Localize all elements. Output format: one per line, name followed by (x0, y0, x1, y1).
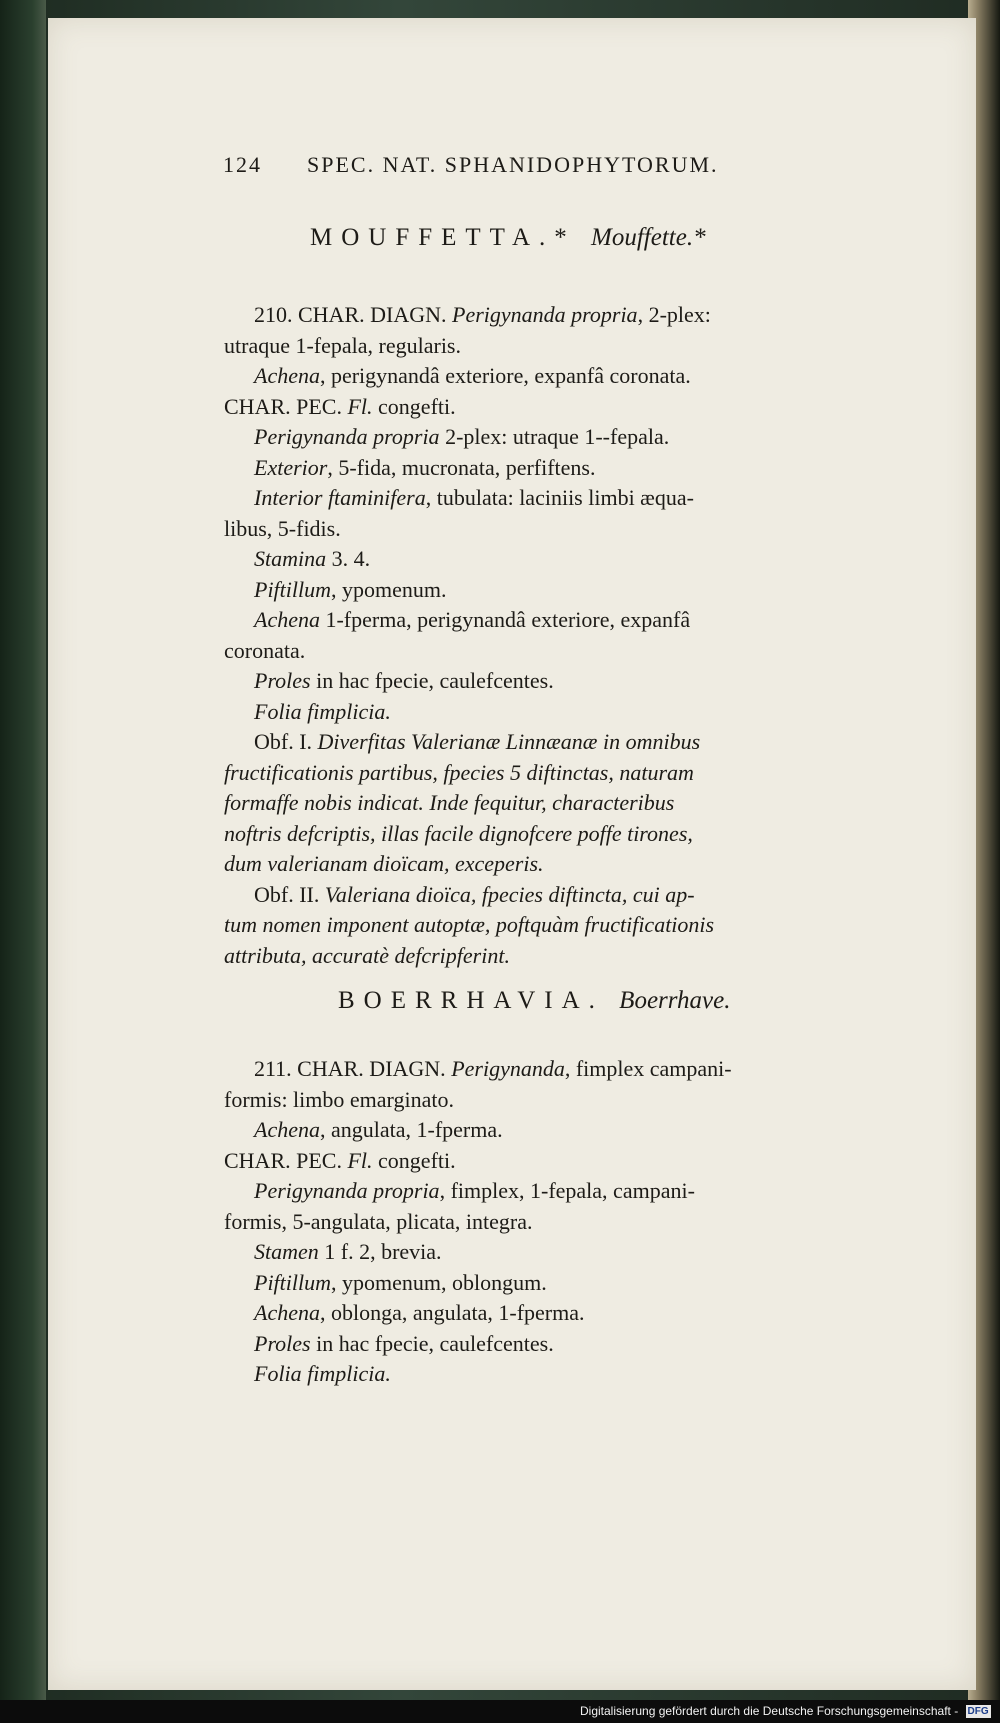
text-line (224, 514, 341, 544)
italic-segment: Proles (254, 668, 311, 693)
italic-segment: Perigynanda propria (254, 424, 440, 449)
text-line (254, 1054, 732, 1084)
roman-segment: 211. CHAR. DIAGN. (254, 1056, 452, 1081)
roman-segment: 1 f. 2, brevia. (318, 1239, 442, 1264)
section-title-mouffetta (310, 223, 706, 253)
text-line (254, 1359, 391, 1389)
text-line (224, 392, 456, 422)
genus-french-name: Mouffette.* (591, 224, 706, 251)
footer-text: Digitalisierung gefördert durch die Deutsche Forschungsgemeinschaft - (580, 1704, 959, 1718)
running-head-text: SPEC. NAT. SPHANIDOPHYTORUM. (307, 152, 719, 177)
genus-french-name: Boerrhave. (619, 987, 731, 1014)
text-line (254, 1115, 503, 1145)
roman-segment: utraque 1-fepala, regularis. (224, 332, 461, 358)
text-line (254, 483, 694, 513)
genus-name: BOERRHAVIA. (338, 987, 604, 1014)
roman-segment: 1-fperma, perigynandâ exteriore, expanfâ (319, 607, 691, 632)
italic-segment: Achena (254, 1117, 320, 1142)
text-line (254, 666, 554, 696)
italic-segment: Valeriana dioïca, fpecies diftincta, cui ap- (324, 881, 695, 907)
book-spine-edge (0, 0, 46, 1723)
italic-segment: dum valerianam dioïcam, exceperis. (224, 851, 544, 876)
roman-segment: , oblonga, angulata, 1-fperma. (319, 1300, 585, 1325)
roman-segment: libus, 5-fidis. (224, 515, 341, 541)
roman-segment: 210. CHAR. DIAGN. (254, 302, 452, 327)
page-content (48, 18, 976, 1690)
roman-segment: formis, 5-angulata, plicata, integra. (224, 1208, 533, 1234)
italic-segment: Interior ftaminifera (254, 485, 426, 510)
roman-segment: , fimplex campani- (564, 1056, 732, 1081)
text-line (224, 788, 674, 818)
digitization-footer (560, 1700, 1000, 1723)
text-line (224, 849, 544, 879)
italic-segment: Diverfitas Valerianæ Linnæanæ in omnibus (317, 729, 701, 754)
italic-segment: Achena (254, 607, 320, 632)
text-line (254, 1298, 584, 1328)
italic-segment: Fl. (347, 393, 373, 419)
text-line (224, 758, 694, 788)
section-title-boerrhavia (338, 986, 731, 1016)
roman-segment: Obf. II. (254, 881, 325, 907)
page-number: 124 (223, 152, 262, 177)
text-line (224, 1085, 454, 1115)
roman-segment: , ypomenum. (331, 576, 447, 602)
roman-segment: CHAR. PEC. (224, 1147, 348, 1173)
italic-segment: Piftillum (254, 576, 331, 602)
running-head (223, 150, 719, 180)
roman-segment: , 5-fida, mucronata, perfiftens. (327, 454, 596, 480)
text-line (254, 544, 370, 574)
text-line (224, 819, 693, 849)
italic-segment: Achena (254, 363, 320, 388)
text-line (224, 910, 714, 940)
text-line (224, 636, 305, 666)
roman-segment: Obf. I. (254, 729, 318, 754)
italic-segment: noftris defcriptis, illas facile dignofcere poffe tirones, (224, 820, 693, 846)
text-line (254, 1268, 547, 1298)
italic-segment: Folia fimplicia. (254, 698, 391, 724)
roman-segment: 3. 4. (326, 546, 371, 571)
text-line (224, 331, 461, 361)
roman-segment: , 2-plex: (637, 302, 711, 327)
italic-segment: fructificationis partibus, fpecies 5 diftinctas, naturam (224, 759, 694, 785)
roman-segment: congefti. (372, 393, 456, 419)
dfg-logo: DFG (967, 1706, 989, 1718)
roman-segment: , ypomenum, oblongum. (331, 1269, 547, 1295)
text-line (224, 1207, 533, 1237)
text-line (254, 1176, 695, 1206)
roman-segment: , perigynandâ exteriore, expanfâ coronata. (319, 363, 691, 388)
italic-segment: Proles (254, 1330, 311, 1356)
text-line (254, 605, 690, 635)
roman-segment: , angulata, 1-fperma. (319, 1117, 503, 1142)
text-line (254, 1237, 442, 1267)
italic-segment: Perigynanda propria (452, 302, 638, 327)
roman-segment: , fimplex, 1-fepala, campani- (439, 1178, 695, 1203)
italic-segment: Perigynanda (451, 1056, 565, 1081)
book-page (48, 18, 976, 1690)
italic-segment: Stamina (254, 546, 327, 571)
roman-segment: in hac fpecie, caulefcentes. (310, 1330, 554, 1356)
italic-segment: Piftillum (254, 1269, 331, 1295)
italic-segment: tum nomen imponent autoptæ, poftquàm fructificationis (224, 912, 715, 937)
italic-segment: Exterior (254, 454, 328, 480)
roman-segment: congefti. (372, 1147, 456, 1173)
text-line (254, 880, 695, 910)
italic-segment: Stamen (254, 1239, 319, 1264)
italic-segment: Fl. (347, 1147, 373, 1173)
roman-segment: 2-plex: utraque 1--fepala. (439, 424, 670, 449)
text-line (254, 575, 447, 605)
text-line (254, 422, 669, 452)
text-line (254, 727, 700, 757)
italic-segment: Folia fimplicia. (254, 1361, 391, 1386)
text-line (254, 697, 391, 727)
italic-segment: formaffe nobis indicat. Inde fequitur, characteribus (224, 790, 675, 815)
italic-segment: Perigynanda propria (254, 1178, 440, 1203)
italic-segment: attributa, accuratè defcripferint. (224, 942, 510, 968)
text-line (254, 361, 691, 391)
text-line (254, 1329, 554, 1359)
text-line (254, 300, 711, 330)
italic-segment: Achena (254, 1300, 320, 1325)
roman-segment: in hac fpecie, caulefcentes. (310, 668, 554, 693)
roman-segment: CHAR. PEC. (224, 393, 348, 419)
roman-segment: , tubulata: laciniis limbi æqua- (425, 485, 694, 510)
roman-segment: formis: limbo emarginato. (224, 1086, 454, 1112)
genus-name: MOUFFETTA.* (310, 224, 576, 251)
text-line (224, 1146, 456, 1176)
text-line (224, 941, 510, 971)
roman-segment: coronata. (224, 637, 306, 663)
text-line (254, 453, 596, 483)
